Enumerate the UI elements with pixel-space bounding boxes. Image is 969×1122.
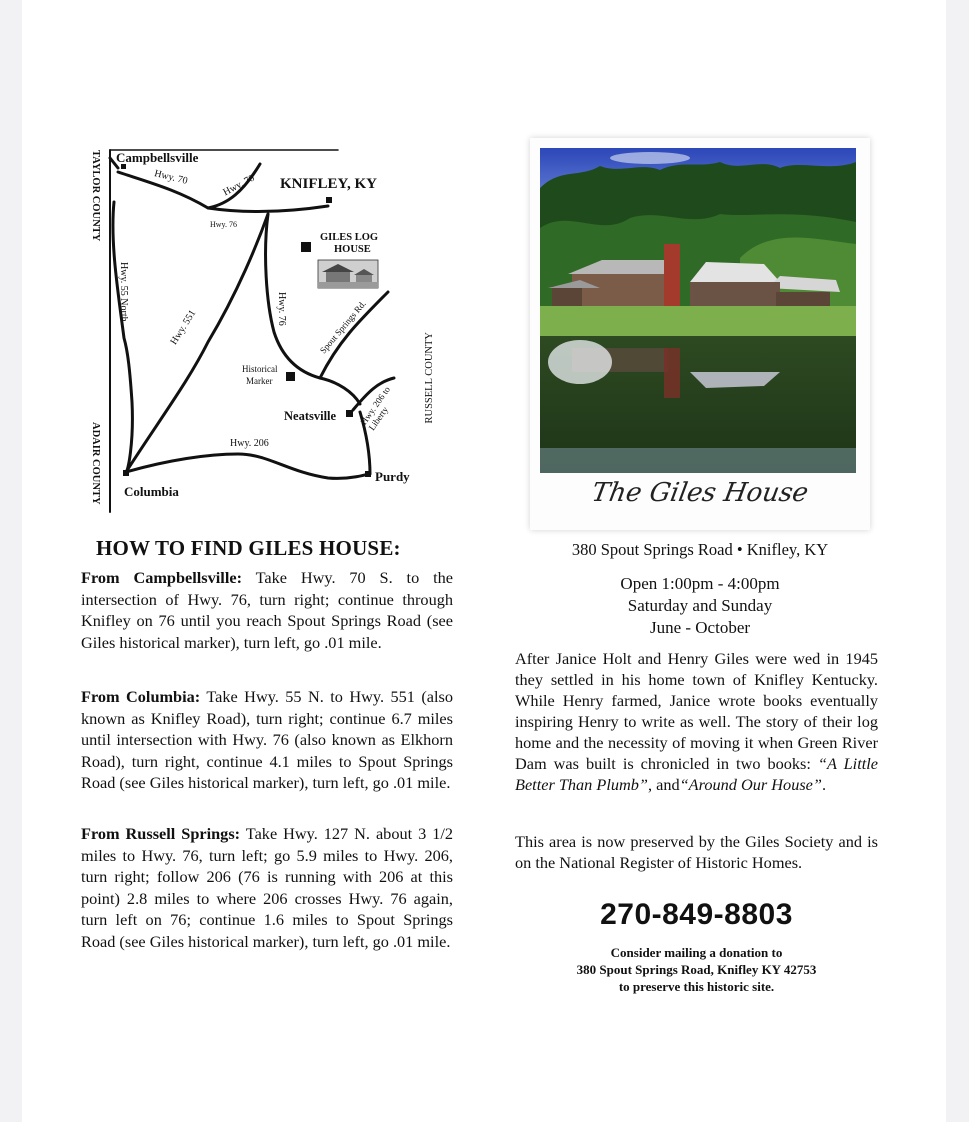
directions-russell-lead: From Russell Springs: [81, 824, 241, 843]
neatsville-marker [346, 410, 353, 417]
directions-russell-text: Take Hwy. 127 N. about 3 1/2 miles to Hwy. 76, turn left; go 5.9 miles to Hwy. 206, turn right; follow 206 (76 is running with 206 at this point) 2.8 miles to where 206 crosses Hwy. 76 again, turn left on 76; continue 1.6 miles to Spout Springs Road (see Giles historical marker), turn left, go .01 mile. [81, 824, 453, 951]
purdy-marker [365, 471, 371, 477]
map-label-hwy55: Hwy. 55 North [118, 262, 129, 322]
hours-time: Open 1:00pm - 4:00pm [620, 574, 780, 593]
map-label-spout-springs: Spout Springs Rd. [317, 298, 368, 356]
knifley-marker [326, 197, 332, 203]
map-label-hwy70-a: Hwy. 70 [153, 168, 189, 187]
hours-season: June - October [649, 618, 751, 637]
history-paragraph [515, 648, 878, 795]
map-label-neatsville: Neatsville [284, 409, 337, 423]
map-label-purdy: Purdy [375, 469, 410, 484]
map-label-hwy551: Hwy. 551 [168, 308, 199, 347]
map-label-adair-county: ADAIR COUNTY [90, 422, 101, 505]
map-label-marker-line2: Marker [246, 376, 273, 386]
hwy76-top-road [208, 206, 328, 212]
map-label-hwy76-mid: Hwy. 76 [276, 292, 287, 326]
hours-days: Saturday and Sunday [627, 596, 773, 615]
preservation-paragraph: This area is now preserved by the Giles Society and is on the National Register of Historic Homes. [515, 832, 878, 872]
history-text: After Janice Holt and Henry Giles were wed in 1945 they settled in his home town of Knifley Kentucky. While Henry farmed, Janice wrote books eventually inspiring Henry to write as well. The story of their log home and the necessity of moving it when Green River Dam was built is chronicled in two books: [515, 649, 878, 773]
map-label-russell-county: RUSSELL COUNTY [424, 332, 435, 424]
book-title-2: “Around Our House” [679, 775, 822, 794]
history-and: , and [647, 775, 680, 794]
donation-line1: Consider mailing a donation to [610, 945, 783, 960]
address: 380 Spout Springs Road • Knifley, KY [571, 540, 829, 559]
map-label-giles-line1: GILES LOG [320, 232, 379, 243]
map-label-campbellsville: Campbellsville [116, 150, 199, 165]
map-label-marker-line1: Historical [242, 364, 278, 374]
historical-marker-square [286, 372, 295, 381]
columbia-marker [123, 470, 129, 476]
directions-campbellsville-lead: From Campbellsville: [81, 568, 242, 587]
directions-campbellsville [81, 567, 453, 653]
directions-russell-springs [81, 823, 453, 953]
giles-house-marker [301, 242, 311, 252]
directions-columbia-text: Take Hwy. 55 N. to Hwy. 551 (also known as Knifley Road), turn right; continue 6.7 miles until intersection with Hwy. 76 (also known as Elkhorn Road), turn right, continue 4.1 miles to Spout Springs Road (see Giles historical marker), turn left, go .01 mile. [81, 687, 453, 793]
map-label-hwy206-liberty: Hwy. 206 to Liberty [358, 384, 392, 433]
map-label-columbia: Columbia [124, 484, 179, 499]
directions-columbia-lead: From Columbia: [81, 687, 201, 706]
map-roads [88, 142, 448, 520]
history-end: . [821, 775, 827, 794]
book-title-1: “A Little Better Than Plumb” [515, 754, 878, 794]
giles-house-photo [540, 148, 856, 473]
map-label-hwy206: Hwy. 206 [230, 438, 269, 449]
howto-title: HOW TO FIND GILES HOUSE: [96, 536, 401, 560]
directions-columbia [81, 686, 453, 794]
photo-caption: The Giles House [589, 478, 811, 508]
donation-line2: 380 Spout Springs Road, Knifley KY 42753 [576, 962, 817, 977]
donation-line3: to preserve this historic site. [618, 979, 775, 994]
hwy206-road [126, 454, 368, 478]
hwy55-road [113, 202, 132, 472]
directions-campbellsville-text: Take Hwy. 70 S. to the intersection of Hwy. 76, turn right; continue through Knifley on 76 until you reach Spout Springs Road (see Giles historical marker), turn left, go .01 mile. [81, 568, 453, 652]
map-label-giles-line2: HOUSE [334, 244, 371, 255]
phone-number[interactable]: 270-849-8803 [600, 898, 793, 931]
directions-map [88, 142, 448, 520]
map-label-hwy70-b: Hwy. 70 [221, 172, 257, 199]
hours-block [515, 573, 885, 639]
house-thumbnail [318, 260, 378, 288]
donation-note [515, 944, 878, 995]
hwy551-road [126, 214, 268, 472]
map-label-hwy76-top: Hwy. 76 [210, 220, 238, 229]
map-label-knifley: KNIFLEY, KY [280, 176, 377, 192]
house-photo-card [530, 138, 870, 530]
map-label-taylor-county: TAYLOR COUNTY [90, 150, 101, 242]
